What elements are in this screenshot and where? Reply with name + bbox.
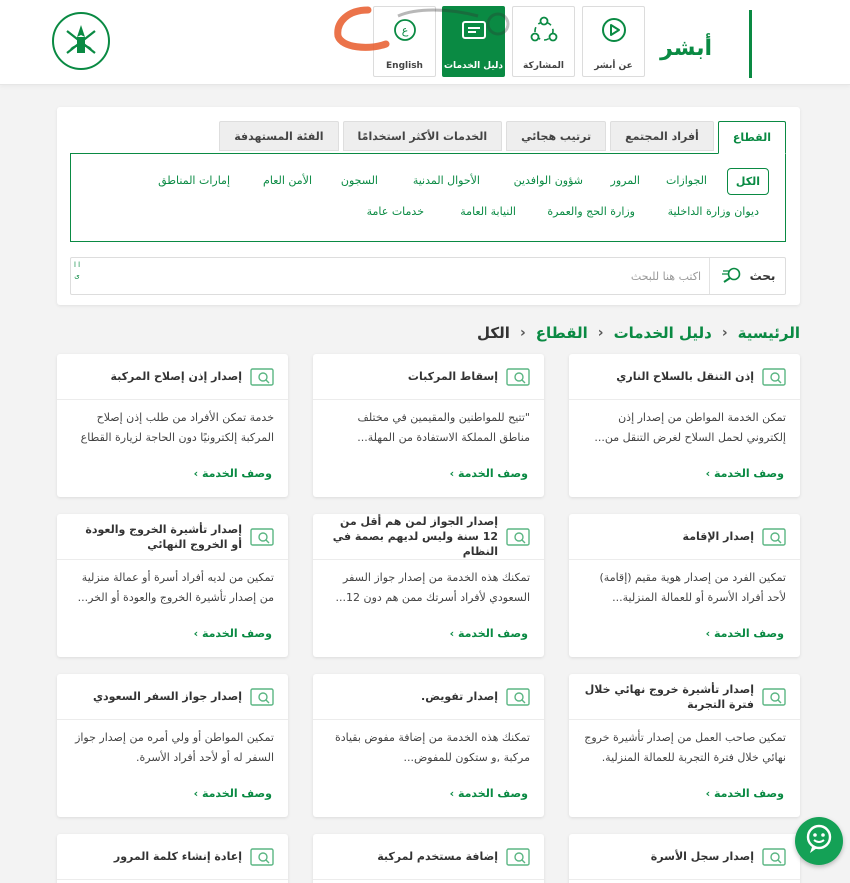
service-details-link[interactable]: وصف الخدمة › bbox=[193, 787, 272, 800]
service-title: إصدار سجل الأسرة bbox=[650, 850, 754, 863]
svg-text:ع: ع bbox=[401, 24, 408, 37]
play-circle-icon bbox=[597, 15, 631, 45]
service-title: إعادة إنشاء كلمة المرور bbox=[113, 850, 242, 863]
breadcrumb-sector[interactable]: القطاع bbox=[535, 324, 588, 342]
tab-sector[interactable]: القطاع bbox=[718, 121, 786, 154]
service-title: إصدار الجواز لمن هم أقل من 12 سنة وليس لديهم بصمة في النظام bbox=[332, 515, 498, 558]
service-card[interactable] bbox=[313, 674, 544, 817]
service-description: تمكين المواطن أو ولي أمره من إصدار جواز السفر له أو لأحد أفراد الأسرة. bbox=[75, 731, 274, 764]
service-guide-icon bbox=[506, 367, 530, 387]
tab-alphabetical[interactable]: ترتيب هجائي bbox=[506, 121, 606, 151]
nav-about-absher[interactable]: عن أبشر bbox=[582, 6, 645, 77]
saudi-emblem-logo bbox=[52, 12, 110, 70]
service-description: تمكنك هذه الخدمة من إضافة مفوض بقيادة مركبة ,و ستكون للمفوض... bbox=[334, 731, 530, 764]
service-description: تمكين صاحب العمل من إصدار تأشيرة خروج نهائي خلال فترة التجربة للعمالة المنزلية. bbox=[584, 731, 786, 764]
watermark-logo bbox=[328, 2, 528, 52]
service-details-link[interactable]: وصف الخدمة › bbox=[193, 627, 272, 640]
service-guide-icon bbox=[250, 367, 274, 387]
service-description: تمكن الخدمة المواطن من إصدار إذن إلكتروني لحمل السلاح لغرض التنقل من... bbox=[594, 411, 786, 444]
sector-moi-office[interactable]: ديوان وزارة الداخلية bbox=[667, 205, 759, 218]
service-title: إصدار جواز السفر السعودي bbox=[92, 690, 242, 703]
sector-hajj-umrah[interactable]: وزارة الحج والعمرة bbox=[547, 205, 635, 218]
service-details-link[interactable]: وصف الخدمة › bbox=[449, 467, 528, 480]
service-details-link[interactable]: وصف الخدمة › bbox=[705, 467, 784, 480]
sector-expatriates[interactable]: شؤون الوافدين bbox=[513, 174, 583, 187]
service-guide-icon bbox=[506, 687, 530, 707]
service-details-link[interactable]: وصف الخدمة › bbox=[705, 787, 784, 800]
sector-all[interactable]: الكل bbox=[727, 168, 769, 195]
nav-services-guide[interactable]: دليل الخدمات bbox=[442, 6, 505, 77]
search-side-marks: ا ا ى bbox=[73, 261, 81, 280]
service-card[interactable] bbox=[57, 834, 288, 883]
site-header bbox=[0, 0, 850, 85]
breadcrumb-current: الكل bbox=[477, 324, 510, 342]
nav-english[interactable]: ع English bbox=[373, 6, 436, 77]
service-card[interactable] bbox=[313, 834, 544, 883]
service-description: تمكين من لديه أفراد أسرة أو عمالة منزلية من إصدار تأشيرة الخروج والعودة أو الخر... bbox=[77, 571, 274, 604]
service-card[interactable] bbox=[57, 354, 288, 497]
chat-support-button[interactable] bbox=[795, 817, 843, 865]
tab-community-members[interactable]: أفراد المجتمع bbox=[610, 121, 714, 151]
service-title: إسقاط المركبات bbox=[407, 370, 498, 383]
service-guide-icon bbox=[250, 847, 274, 867]
service-guide-icon bbox=[250, 527, 274, 547]
chat-bot-icon bbox=[802, 822, 836, 860]
service-title: إصدار تفويض. bbox=[421, 690, 498, 703]
tab-most-used[interactable]: الخدمات الأكثر استخدامًا bbox=[343, 121, 503, 151]
nav-participation[interactable]: المشاركة bbox=[512, 6, 575, 77]
breadcrumb-services-guide[interactable]: دليل الخدمات bbox=[613, 324, 712, 342]
service-guide-icon bbox=[762, 527, 786, 547]
absher-logo[interactable] bbox=[660, 6, 752, 78]
sector-regional-emirates[interactable]: إمارات المناطق bbox=[158, 174, 230, 187]
service-card[interactable] bbox=[313, 354, 544, 497]
service-title: إصدار تأشيرة خروج نهائي خلال فترة التجربة bbox=[584, 682, 754, 711]
chevron-left-icon: ‹ bbox=[519, 325, 526, 341]
service-title: إضافة مستخدم لمركبة bbox=[377, 850, 498, 863]
service-guide-icon bbox=[762, 687, 786, 707]
service-guide-icon bbox=[762, 367, 786, 387]
sector-public-security[interactable]: الأمن العام bbox=[263, 174, 312, 187]
service-title: إصدار تأشيرة الخروج والعودة أو الخروج النهائي bbox=[85, 522, 242, 551]
service-guide-icon bbox=[506, 527, 530, 547]
service-card[interactable] bbox=[57, 514, 288, 657]
brand-name: أبشر bbox=[660, 36, 712, 61]
service-guide-icon bbox=[762, 847, 786, 867]
service-description: خدمة تمكن الأفراد من طلب إذن إصلاح المركبة إلكترونيًا دون الحاجة لزيارة القطاع bbox=[80, 411, 274, 444]
service-description: تمكين الفرد من إصدار هوية مقيم (إقامة) لأحد أفراد الأسرة أو للعمالة المنزلية... bbox=[599, 571, 786, 604]
sector-passports[interactable]: الجوازات bbox=[666, 174, 707, 187]
sector-public-prosecution[interactable]: النيابة العامة bbox=[460, 205, 516, 218]
category-tabs bbox=[219, 121, 786, 153]
sector-filter-box bbox=[70, 153, 786, 242]
search-button[interactable]: بحث bbox=[709, 258, 785, 294]
service-guide-icon bbox=[506, 847, 530, 867]
breadcrumb-home[interactable]: الرئيسية bbox=[737, 324, 800, 342]
chevron-left-icon: ‹ bbox=[597, 325, 604, 341]
service-card[interactable] bbox=[569, 834, 800, 883]
service-card[interactable] bbox=[569, 514, 800, 657]
service-description: "تتيح للمواطنين والمقيمين في مختلف مناطق المملكة الاستفادة من المهلة... bbox=[357, 411, 530, 444]
sector-general-services[interactable]: خدمات عامة bbox=[366, 205, 424, 218]
service-title: إذن التنقل بالسلاح الناري bbox=[616, 370, 754, 383]
service-title: إصدار الإقامة bbox=[682, 530, 754, 543]
service-details-link[interactable]: وصف الخدمة › bbox=[449, 787, 528, 800]
sector-prisons[interactable]: السجون bbox=[340, 174, 378, 187]
service-card[interactable] bbox=[569, 674, 800, 817]
search-bar bbox=[70, 257, 786, 295]
sector-civil-affairs[interactable]: الأحوال المدنية bbox=[412, 174, 480, 187]
service-details-link[interactable]: وصف الخدمة › bbox=[449, 627, 528, 640]
sector-traffic[interactable]: المرور bbox=[610, 174, 640, 187]
breadcrumb bbox=[477, 324, 800, 342]
service-card[interactable] bbox=[57, 674, 288, 817]
service-title: إصدار إذن إصلاح المركبة bbox=[110, 370, 242, 383]
share-nodes-icon bbox=[527, 15, 561, 45]
service-details-link[interactable]: وصف الخدمة › bbox=[193, 467, 272, 480]
filter-panel bbox=[57, 107, 800, 305]
search-input[interactable] bbox=[301, 264, 701, 288]
search-icon bbox=[720, 266, 744, 287]
chevron-left-icon: ‹ bbox=[721, 325, 728, 341]
service-card[interactable] bbox=[313, 514, 544, 657]
service-details-link[interactable]: وصف الخدمة › bbox=[705, 627, 784, 640]
service-description: تمكنك هذه الخدمة من إصدار جواز السفر السعودي لأفراد أسرتك ممن هم دون 12... bbox=[335, 571, 530, 604]
tab-target-group[interactable]: الفئة المستهدفة bbox=[219, 121, 338, 151]
service-guide-icon bbox=[250, 687, 274, 707]
service-card[interactable] bbox=[569, 354, 800, 497]
